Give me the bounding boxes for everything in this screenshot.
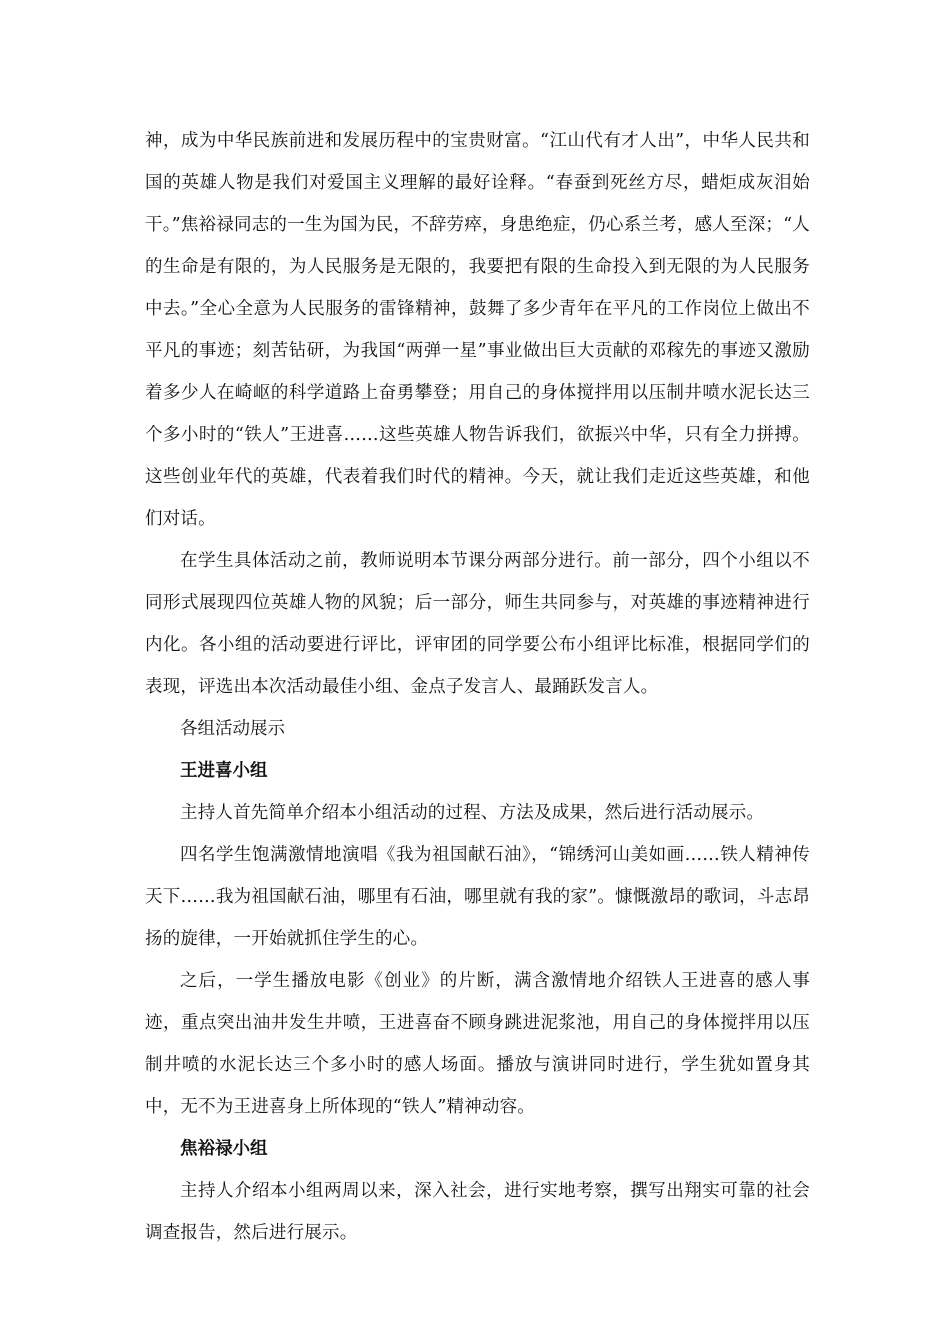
- group1-paragraph-2: 四名学生饱满激情地演唱《我为祖国献石油》，“锦绣河山美如画……铁人精神传天下……我为祖国献石油，哪里有石油，哪里就有我的家”。慷慨激昂的歌词，斗志昂扬的旋律，一开始就抓住学生的心。: [145, 845, 810, 949]
- explanation-paragraph: 在学生具体活动之前，教师说明本节课分两部分进行。前一部分，四个小组以不同形式展现四位英雄人物的风貌；后一部分，师生共同参与，对英雄的事迹精神进行内化。各小组的活动要进行评比，评审团的同学要公布小组评比标准，根据同学们的表现，评选出本次活动最佳小组、金点子发言人、最踊跃发言人。: [145, 551, 810, 697]
- group1-paragraph-3: 之后，一学生播放电影《创业》的片断，满含激情地介绍铁人王进喜的感人事迹，重点突出油井发生井喷，王进喜奋不顾身跳进泥浆池，用自己的身体搅拌用以压制井喷的水泥长达三个多小时的感人场面。播放与演讲同时进行，学生犹如置身其中，无不为王进喜身上所体现的“铁人”精神动容。: [145, 971, 810, 1117]
- intro-paragraph: 神，成为中华民族前进和发展历程中的宝贵财富。“江山代有才人出”，中华人民共和国的英雄人物是我们对爱国主义理解的最好诠释。“春蚕到死丝方尽，蜡炬成灰泪始干。”焦裕禄同志的一生为国为民，不辞劳瘁，身患绝症，仍心系兰考，感人至深；“人的生命是有限的，为人民服务是无限的，我要把有限的生命投入到无限的为人民服务中去。”全心全意为人民服务的雷锋精神，鼓舞了多少青年在平凡的工作岗位上做出不平凡的事迹；刻苦钻研，为我国“两弹一星”事业做出巨大贡献的邓稼先的事迹又激励着多少人在崎岖的科学道路上奋勇攀登；用自己的身体搅拌用以压制井喷水泥长达三个多小时的“铁人”王进喜……这些英雄人物告诉我们，欲振兴中华，只有全力拼搏。这些创业年代的英雄，代表着我们时代的精神。今天，就让我们走近这些英雄，和他们对话。: [145, 131, 810, 529]
- group1-heading: 王进喜小组: [180, 761, 268, 781]
- group2-paragraph-1: 主持人介绍本小组两周以来，深入社会，进行实地考察，撰写出翔实可靠的社会调查报告，然后进行展示。: [145, 1181, 810, 1243]
- document-page: [145, 120, 810, 1254]
- section-label: 各组活动展示: [180, 719, 285, 739]
- group2-heading: 焦裕禄小组: [180, 1139, 268, 1159]
- group1-paragraph-1: 主持人首先简单介绍本小组活动的过程、方法及成果，然后进行活动展示。: [180, 803, 765, 823]
